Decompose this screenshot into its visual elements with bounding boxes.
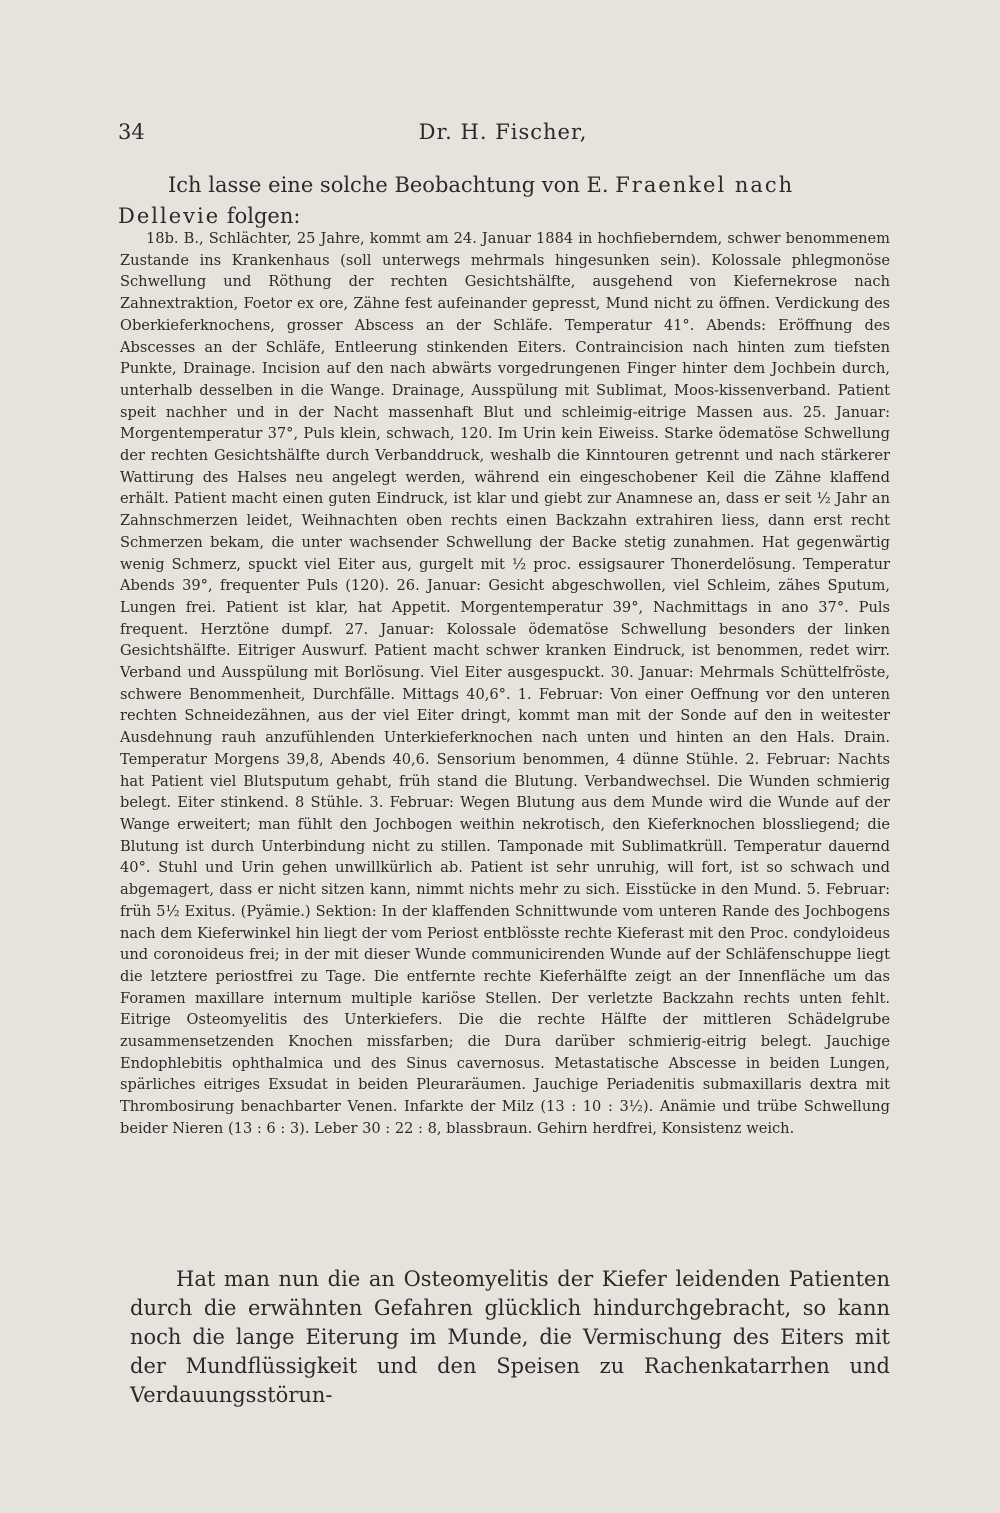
intro-paragraph: [118, 170, 888, 232]
page-number: 34: [118, 120, 145, 144]
page-header: [118, 120, 888, 150]
case-report: 18b. B., Schlächter, 25 Jahre, kommt am 24. Januar 1884 in hochfieberndem, schwer benommenem Zustande ins Krankenhaus (soll unterwegs mehrmals hingesunken sein). Kolossale phlegmonöse Schwellung und Röthung der rechten Gesichtshälfte, ausgehend von Kiefernekrose nach Zahnextraktion, Foetor ex ore, Zähne fest aufeinander gepresst, Mund nicht zu öffnen. Verdickung des Oberkieferknochens, grosser Abscess an der Schläfe. Temperatur 41°. Abends: Eröffnung des Abscesses an der Schläfe, Entleerung stinkenden Eiters. Contraincision nach hinten zum tiefsten Punkte, Drainage. Incision auf den nach abwärts vorgedrungenen Finger hinter dem Jochbein durch, unterhalb desselben in die Wange. Drainage, Ausspülung mit Sublimat, Moos-kissenverband. Patient speit nachher und in der Nacht massenhaft Blut und schleimig-eitrige Massen aus. 25. Januar: Morgentemperatur 37°, Puls klein, schwach, 120. Im Urin kein Eiweiss. Starke ödematöse Schwellung der rechten Gesichtshälfte durch Verbanddruck, weshalb die Kinntouren getrennt und nach stärkerer Wattirung des Halses neu angelegt werden, während ein eingeschobener Keil die Zähne klaffend erhält. Patient macht einen guten Eindruck, ist klar und giebt zur Anamnese an, dass er seit ½ Jahr an Zahnschmerzen leidet, Weihnachten oben rechts einen Backzahn extrahiren liess, dann erst recht Schmerzen bekam, die unter wachsender Schwellung der Backe stetig zunahmen. Hat gegenwärtig wenig Schmerz, spuckt viel Eiter aus, gurgelt mit ½ proc. essigsaurer Thonerdelösung. Temperatur Abends 39°, frequenter Puls (120). 26. Januar: Gesicht abgeschwollen, viel Schleim, zähes Sputum, Lungen frei. Patient ist klar, hat Appetit. Morgentemperatur 39°, Nachmittags in ano 37°. Puls frequent. Herztöne dumpf. 27. Januar: Kolossale ödematöse Schwellung besonders der linken Gesichtshälfte. Eitriger Auswurf. Patient macht schwer kranken Eindruck, ist benommen, redet wirr. Verband und Ausspülung mit Borlösung. Viel Eiter ausgespuckt. 30. Januar: Mehrmals Schüttelfröste, schwere Benommenheit, Durchfälle. Mittags 40,6°. 1. Februar: Von einer Oeffnung vor den unteren rechten Schneidezähnen, aus der viel Eiter dringt, kommt man mit der Sonde auf den in weitester Ausdehnung rauh anzufühlenden Unterkieferknochen nach unten und hinten an den Hals. Drain. Temperatur Morgens 39,8, Abends 40,6. Sensorium benommen, 4 dünne Stühle. 2. Februar: Nachts hat Patient viel Blutsputum gehabt, früh stand die Blutung. Verbandwechsel. Die Wunden schmierig belegt. Eiter stinkend. 8 Stühle. 3. Februar: Wegen Blutung aus dem Munde wird die Wunde auf der Wange erweitert; man fühlt den Jochbogen weithin nekrotisch, den Kieferknochen blossliegend; die Blutung ist durch Unterbindung nicht zu stillen. Tamponade mit Sublimatkrüll. Temperatur dauernd 40°. Stuhl und Urin gehen unwillkürlich ab. Patient ist sehr unruhig, will fort, ist so schwach und abgemagert, dass er nicht sitzen kann, nimmt nichts mehr zu sich. Eisstücke in den Mund. 5. Februar: früh 5½ Exitus. (Pyämie.) Sektion: In der klaffenden Schnittwunde vom unteren Rande des Jochbogens nach dem Kieferwinkel hin liegt der vom Periost entblösste rechte Kieferast mit den Proc. condyloideus und coronoideus frei; in der mit dieser Wunde communicirenden Wunde auf der Schläfenschuppe liegt die letztere periostfrei zu Tage. Die entfernte rechte Kieferhälfte zeigt an der Innenfläche um das Foramen maxillare internum multiple kariöse Stellen. Der verletzte Backzahn rechts unten fehlt. Eitrige Osteomyelitis des Unterkiefers. Die die rechte Hälfte der mittleren Schädelgrube zusammensetzenden Knochen missfarben; die Dura darüber schmierig-eitrig belegt. Jauchige Endophlebitis ophthalmica und des Sinus cavernosus. Metastatische Abscesse in beiden Lungen, spärliches eitriges Exsudat in beiden Pleuraräumen. Jauchige Periadenitis submaxillaris dextra mit Thrombosirung benachbarter Venen. Infarkte der Milz (13 : 10 : 3½). Anämie und trübe Schwellung beider Nieren (13 : 6 : 3). Leber 30 : 22 : 8, blassbraun. Gehirn herdfrei, Konsistenz weich.: [120, 230, 890, 1137]
running-head: Dr. H. Fischer,: [418, 120, 588, 144]
intro-text: Ich lasse eine solche Beobachtung von E.: [168, 173, 616, 197]
intro-text-end: folgen:: [220, 204, 301, 228]
intro-author-names: Fraenkel nach Dellevie: [118, 173, 795, 228]
closing-paragraph: Hat man nun die an Osteomyelitis der Kiefer leidenden Patienten durch die erwähnten Gefahren glücklich hindurchgebracht, so kann noch die lange Eiterung im Munde, die Vermischung des Eiters mit der Mundflüssigkeit und den Speisen zu Rachenkatarrhen und Verdauungsstörun-: [130, 1267, 890, 1407]
